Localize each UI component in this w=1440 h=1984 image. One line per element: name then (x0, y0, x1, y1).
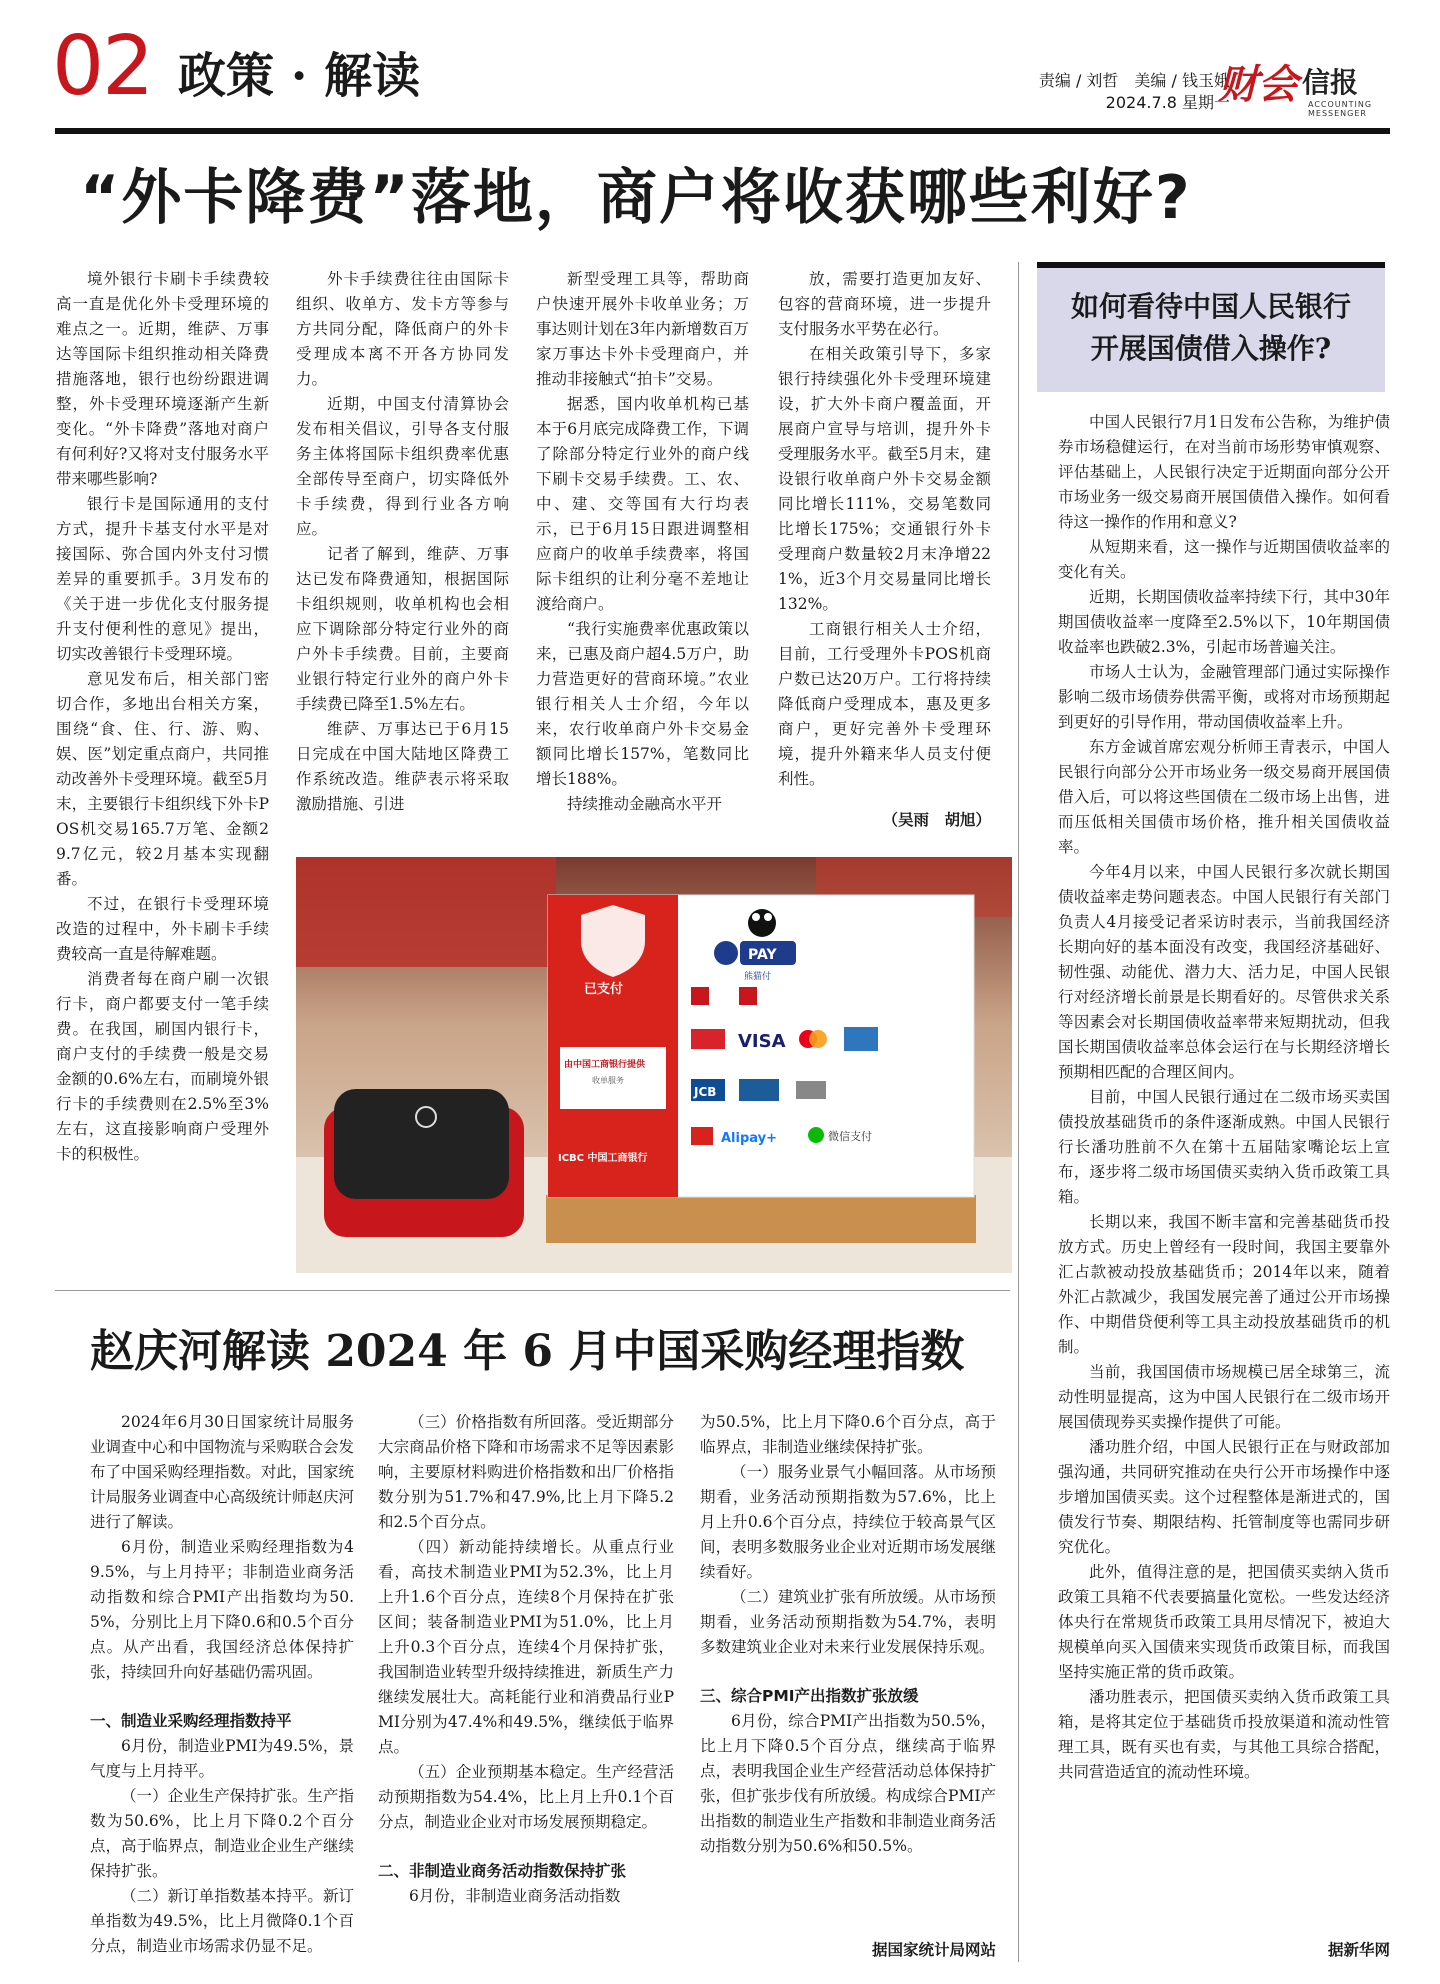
credits-editors: 责编 / 刘哲 美编 / 钱玉娥 (1038, 71, 1230, 90)
editor-credits (1039, 70, 1230, 114)
sign-pay-sub-text: 熊猫付 (744, 972, 772, 982)
logo-black-text: 信报 (1302, 66, 1359, 99)
paragraph: （三）价格指数有所回落。受近期部分大宗商品价格下降和市场需求不足等因素影响，主要原材料购进价格指数和出厂价格指数分别为51.7%和47.9%,比上月下降5.2和2.5个百分点。 (378, 1413, 674, 1531)
paragraph: 不过，在银行卡受理环境改造的过程中，外卡刷卡手续费较高一直是待解难题。 (56, 895, 269, 963)
paragraph: 今年4月以来，中国人民银行多次就长期国债收益率走势问题表态。中国人民银行有关部门负责人4月接受记者采访时表示，当前我国经济长期向好的基本面没有改变，我国经济基础好、韧性强、动能优、潜力大、活力足，中国人民银行对经济增长前景是长期看好的。尽管供求关系等因素会对长期国债收益率带来短期扰动，但我国长期国债收益率总体会运行在与长期经济增长预期相匹配的合理区间内。 (1058, 863, 1390, 1081)
paragraph: 此外，值得注意的是，把国债买卖纳入货币政策工具箱不代表要搞量化宽松。一些发达经济体央行在常规货币政策工具用尽情况下，被迫大规模单向买入国债来实现货币政策目标，而我国坚持实施正常的货币政策。 (1058, 1563, 1390, 1681)
article2-source: 据国家统计局网站 (871, 1941, 996, 1959)
sign-badge-text: 已支付 (584, 982, 624, 997)
sign-box-sub: 收单服务 (592, 1076, 624, 1085)
sidebar-body (1058, 410, 1390, 1785)
sign-visa-text: VISA (738, 1031, 786, 1052)
paragraph: 外卡手续费往往由国际卡组织、收单方、发卡方等参与方共同分配，降低商户的外卡受理成本离不开各方协同发力。 (296, 270, 509, 388)
pos-terminal-shape (324, 1089, 524, 1237)
subheading: 三、综合PMI产出指数扩张放缓 (700, 1687, 919, 1705)
sidebar-title (1047, 286, 1375, 370)
masthead-rule (55, 128, 1390, 134)
photo-illustration (296, 857, 1012, 1273)
column-divider (1018, 262, 1019, 1962)
paragraph: 工商银行相关人士介绍，目前，工行受理外卡POS机商户数已达20万户。工行将持续降低商户受理成本，惠及更多商户，更好完善外卡受理环境，提升外籍来华人员支付便利性。 (778, 620, 991, 788)
paragraph: 目前，中国人民银行通过在二级市场买卖国债投放基础货币的条件逐渐成熟。中国人民银行行长潘功胜前不久在第十五届陆家嘴论坛上宣布，逐步将二级市场国债买卖纳入货币政策工具箱。 (1058, 1088, 1390, 1206)
article1-column-2 (296, 267, 509, 817)
sidebar-source-wrap (1058, 1938, 1390, 1963)
article1-byline: （吴雨 胡旭） (882, 811, 991, 829)
paragraph: 消费者每在商户刷一次银行卡，商户都要支付一笔手续费。在我国，刷国内银行卡，商户支付的手续费一般是交易金额的0.6%左右，而刷境外银行卡的手续费则在2.5%至3%左右，这直接影响商户受理外卡的积极性。 (56, 970, 269, 1163)
paragraph: 为50.5%，比上月下降0.6个百分点，高于临界点，非制造业继续保持扩张。 (700, 1413, 996, 1456)
subheading: 二、非制造业商务活动指数保持扩张 (378, 1862, 627, 1880)
paragraph: 中国人民银行7月1日发布公告称，为维护债券市场稳健运行，在对当前市场形势审慎观察、评估基础上，人民银行决定于近期面向部分公开市场业务一级交易商开展国债借入操作。如何看待这一操作的作用和意义? (1058, 413, 1390, 531)
sign-pay-text: PAY (748, 947, 777, 963)
sidebar-title-box (1037, 262, 1385, 392)
article1-column-1 (56, 267, 269, 1167)
paragraph: 近期，中国支付清算协会发布相关倡议，引导各支付服务主体将国际卡组织费率优惠全部传导至商户，切实降低外卡手续费，得到行业各方响应。 (296, 395, 509, 538)
sidebar-title-line-1: 如何看待中国人民银行 (1070, 290, 1351, 323)
paragraph: 记者了解到，维萨、万事达已发布降费通知，根据国际卡组织规则，收单机构也会相应下调除部分特定行业外的商户外卡手续费。目前，主要商业银行特定行业外的商户外卡手续费已降至1.5%左右。 (296, 545, 509, 713)
paragraph: 当前，我国国债市场规模已居全球第三，流动性明显提高，这为中国人民银行在二级市场开展国债现券买卖操作提供了可能。 (1058, 1363, 1390, 1431)
paragraph: 据悉，国内收单机构已基本于6月底完成降费工作，下调了除部分特定行业外的商户线下刷卡交易手续费。工、农、中、建、交等国有大行均表示，已于6月15日跟进调整相应商户的收单手续费率，将国际卡组织的让利分毫不差地让渡给商户。 (536, 395, 749, 613)
paragraph: 新型受理工具等，帮助商户快速开展外卡收单业务；万事达则计划在3年内新增数百万家万事达卡外卡受理商户，并推动非接触式“拍卡”交易。 (536, 270, 749, 388)
newspaper-logo (1218, 60, 1394, 124)
sign-alipay-text: Alipay+ (721, 1131, 778, 1146)
paragraph: 市场人士认为，金融管理部门通过实际操作影响二级市场债券供需平衡，或将对市场预期起到更好的引导作用，带动国债收益率上升。 (1058, 663, 1390, 731)
article2-source-wrap (700, 1938, 996, 1963)
sidebar-source: 据新华网 (1327, 1941, 1390, 1959)
paragraph: 境外银行卡刷卡手续费较高一直是优化外卡受理环境的难点之一。近期，维萨、万事达等国际卡组织推动相关降费措施落地，银行也纷纷跟进调整，外卡受理环境逐渐产生新变化。“外卡降费”落地对商户有何利好?又将对支付服务水平带来哪些影响? (56, 270, 269, 488)
subheading: 一、制造业采购经理指数持平 (90, 1712, 292, 1730)
paragraph: “我行实施费率优惠政策以来，已惠及商户超4.5万户，助力营造更好的营商环境。”农业银行相关人士介绍，今年以来，农行收单商户外卡交易金额同比增长157%，笔数同比增长188%。 (536, 620, 749, 788)
paragraph: 潘功胜表示，把国债买卖纳入货币政策工具箱，是将其定位于基础货币投放渠道和流动性管理工具，既有买也有卖，与其他工具综合搭配，共同营造适宜的流动性环境。 (1058, 1688, 1390, 1781)
paragraph: （二）新订单指数基本持平。新订单指数为49.5%，比上月微降0.1个百分点，制造业市场需求仍显不足。 (90, 1887, 354, 1955)
paragraph: （五）企业预期基本稳定。生产经营活动预期指数为54.4%，比上月上升0.1个百分点，制造业企业对市场发展预期稳定。 (378, 1763, 674, 1831)
sign-wechat-text: 微信支付 (828, 1130, 872, 1143)
article1-column-3 (536, 267, 749, 817)
section-title: 政策 · 解读 (178, 48, 421, 104)
credits-date: 2024.7.8 星期一 (1105, 93, 1230, 112)
paragraph: （一）服务业景气小幅回落。从市场预期看，业务活动预期指数为57.6%，比上月上升0.6个百分点，持续位于较高景气区间，表明多数服务业企业对近期市场发展继续看好。 (700, 1463, 996, 1581)
article1-byline-wrap (778, 808, 991, 833)
paragraph: 6月份，制造业PMI为49.5%，景气度与上月持平。 (90, 1737, 354, 1780)
paragraph: 放，需要打造更加友好、包容的营商环境，进一步提升支付服务水平势在必行。 (778, 270, 991, 338)
article2-column-2 (378, 1410, 674, 1909)
article2-column-3 (700, 1410, 996, 1859)
sidebar-title-line-2: 开展国债借入操作? (1090, 332, 1332, 365)
paragraph: 长期以来，我国不断丰富和完善基础货币投放方式。历史上曾经有一段时间，我国主要靠外汇占款被动投放基础货币；2014年以来，随着外汇占款减少，我国发展完善了通过公开市场操作、中期借贷便利等工具主动投放基础货币的机制。 (1058, 1213, 1390, 1356)
paragraph: 意见发布后，相关部门密切合作，多地出台相关方案，围绕“食、住、行、游、购、娱、医”划定重点商户，共同推动改善外卡受理环境。截至5月末，主要银行卡组织线下外卡POS机交易165.7万笔、金额29.7亿元，较2月基本实现翻番。 (56, 670, 269, 888)
sign-jcb-text: JCB (694, 1085, 717, 1099)
logo-english-text: ACCOUNTING MESSENGER (1308, 100, 1373, 118)
paragraph: （一）企业生产保持扩张。生产指数为50.6%，比上月下降0.2个百分点，高于临界点，制造业企业生产继续保持扩张。 (90, 1787, 354, 1880)
paragraph: 6月份，非制造业商务活动指数 (409, 1887, 621, 1905)
article2-headline: 赵庆河解读 2024 年 6 月中国采购经理指数 (90, 1326, 965, 1377)
paragraph: 银行卡是国际通用的支付方式，提升卡基支付水平是对接国际、弥合国内外支付习惯差异的重要抓手。3月发布的《关于进一步优化支付服务提升支付便利性的意见》提出，切实改善银行卡受理环境。 (56, 495, 269, 663)
paragraph: 近期，长期国债收益率持续下行，其中30年期国债收益率一度降至2.5%以下，10年期国债收益率也跌破2.3%，引起市场普遍关注。 (1058, 588, 1390, 656)
paragraph: （二）建筑业扩张有所放缓。从市场预期看，业务活动预期指数为54.7%，表明多数建筑业企业对未来行业发展保持乐观。 (700, 1588, 996, 1656)
page-number: 02 (52, 19, 153, 114)
paragraph: 维萨、万事达已于6月15日完成在中国大陆地区降费工作系统改造。维萨表示将采取激励措施、引进 (296, 720, 509, 813)
paragraph: 潘功胜介绍，中国人民银行正在与财政部加强沟通，共同研究推动在央行公开市场操作中逐步增加国债买卖。这个过程整体是渐进式的，国债发行节奏、期限结构、托管制度等也需同步研究优化。 (1058, 1438, 1390, 1556)
paragraph: 6月份，制造业采购经理指数为49.5%，与上月持平；非制造业商务活动指数和综合PMI产出指数均为50.5%，分别比上月下降0.6和0.5个百分点。从产出看，我国经济总体保持扩张，持续回升向好基础仍需巩固。 (90, 1538, 354, 1681)
paragraph: 持续推动金融高水平开 (567, 795, 723, 813)
paragraph: 东方金诚首席宏观分析师王青表示，中国人民银行向部分公开市场业务一级交易商开展国债借入后，可以将这些国债在二级市场上出售，进而压低相关国债市场价格，推升相关国债收益率。 (1058, 738, 1390, 856)
sign-box-title: 由中国工商银行提供 (564, 1060, 646, 1070)
logo-red-text: 财会 (1218, 62, 1298, 108)
paragraph: 从短期来看，这一操作与近期国债收益率的变化有关。 (1058, 538, 1390, 581)
article2-column-1 (90, 1410, 354, 1959)
paragraph: （四）新动能持续增长。从重点行业看，高技术制造业PMI为52.3%，比上月上升1.6个百分点，连续8个月保持在扩张区间；装备制造业PMI为51.0%，比上月上升0.3个百分点，连续4个月保持扩张，我国制造业转型升级持续推进，新质生产力继续发展壮大。高耗能行业和消费品行业PMI分别为47.4%和49.5%，继续低于临界点。 (378, 1538, 674, 1756)
paragraph: 6月份，综合PMI产出指数为50.5%，比上月下降0.5个百分点，继续高于临界点，表明我国企业生产经营活动总体保持扩张，但扩张步伐有所放缓。构成综合PMI产出指数的制造业生产指数和非制造业商务活动指数分别为50.6%和50.5%。 (700, 1712, 996, 1855)
article1-column-4 (778, 267, 991, 792)
article1-photo (296, 857, 1012, 1273)
article1-headline: “外卡降费”落地，商户将收获哪些利好? (80, 163, 1192, 233)
section-divider (55, 1290, 1010, 1291)
paragraph: 2024年6月30日国家统计局服务业调查中心和中国物流与采购联合会发布了中国采购经理指数。对此，国家统计局服务业调查中心高级统计师赵庆河进行了解读。 (90, 1413, 354, 1531)
paragraph: 在相关政策引导下，多家银行持续强化外卡受理环境建设，扩大外卡商户覆盖面，开展商户宣导与培训，提升外卡受理服务水平。截至5月末，建设银行收单商户外卡交易金额同比增长111%，交易笔数同比增长175%；交通银行外卡受理商户数量较2月末净增221%，近3个月交易量同比增长132%。 (778, 345, 991, 613)
sign-icbc-text: ICBC 中国工商银行 (558, 1153, 648, 1164)
